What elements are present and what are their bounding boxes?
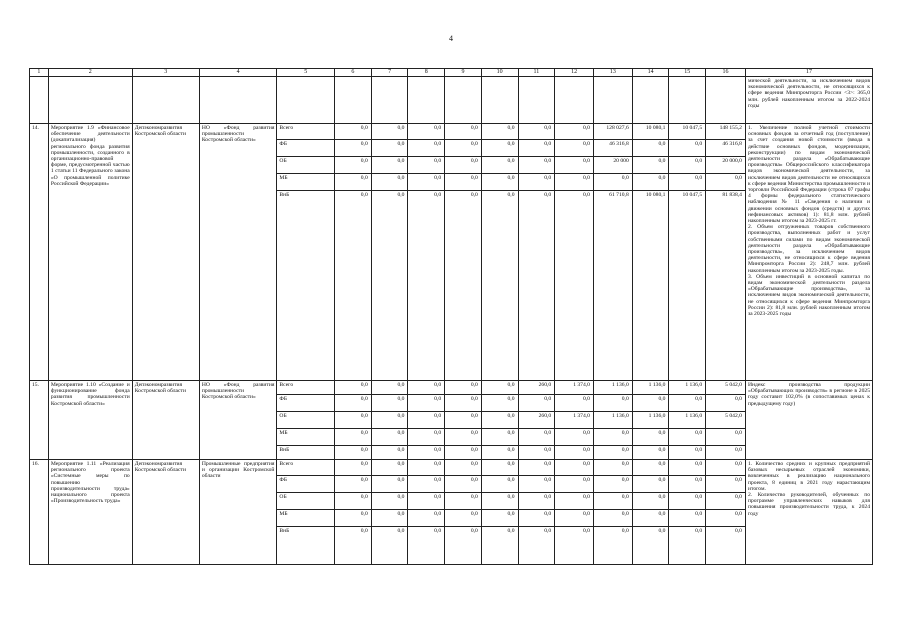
measure-name: Мероприятие 1.9 «Финансовое обеспечение деятельности (докапитализация) регионального фонда развития промышленности, созданного в организационно-правовой форме, предусмотренной частью 1 статьи 11 Федерального закона «О промышленной политике Российской Федерации» (48, 124, 132, 381)
amount-cell: 0,0 (445, 124, 482, 140)
executor: Депэкономразвития Костромской области (132, 460, 199, 565)
amount-cell: 0,0 (518, 446, 555, 460)
amount-cell: 0,0 (593, 174, 632, 191)
amount-cell: 0,0 (518, 140, 555, 157)
column-number: 12 (555, 69, 594, 77)
amount-cell: 0,0 (335, 429, 372, 446)
amount-cell: 0,0 (669, 429, 706, 446)
amount-cell: 1 374,0 (555, 412, 594, 429)
amount-cell: 0,0 (445, 395, 482, 412)
column-number: 11 (518, 69, 555, 77)
amount-cell: 0,0 (706, 174, 746, 191)
amount-cell: 0,0 (335, 191, 372, 381)
funding-source: Всего (277, 124, 335, 140)
table-row (30, 381, 873, 395)
amount-cell: 0,0 (669, 446, 706, 460)
column-number: 9 (445, 69, 482, 77)
amount-cell: 0,0 (371, 412, 408, 429)
amount-cell: 10 047,5 (669, 191, 706, 381)
amount-cell: 0,0 (555, 527, 594, 565)
amount-cell: 0,0 (371, 493, 408, 510)
amount-cell: 0,0 (632, 460, 669, 476)
amount-cell: 0,0 (445, 527, 482, 565)
amount-cell: 0,0 (518, 493, 555, 510)
amount-cell: 0,0 (706, 527, 746, 565)
amount-cell: 0,0 (481, 510, 518, 527)
amount-cell: 0,0 (555, 510, 594, 527)
continuation-text: мической деятельности, за исключением видов экономической деятельности, не относящихся к сфере ведения Минпромторга России <3>: 365,0 млн. рублей накопленным итогом за 2022-2024 годы (745, 77, 872, 124)
amount-cell: 0,0 (481, 460, 518, 476)
amount-cell: 0,0 (408, 510, 445, 527)
amount-cell: 0,0 (706, 395, 746, 412)
amount-cell: 1 136,0 (632, 412, 669, 429)
funding-source: МБ (277, 510, 335, 527)
recipient: НО «Фонд развития промышленности Костромской области» (199, 381, 277, 460)
amount-cell: 0,0 (408, 174, 445, 191)
recipient: Промышленные предприятия и организации Костромской области (199, 460, 277, 565)
amount-cell: 0,0 (371, 381, 408, 395)
amount-cell: 0,0 (371, 446, 408, 460)
amount-cell: 0,0 (445, 381, 482, 395)
column-number: 4 (199, 69, 277, 77)
amount-cell: 0,0 (632, 429, 669, 446)
amount-cell: 20 000,0 (706, 157, 746, 174)
amount-cell: 10 080,1 (632, 191, 669, 381)
column-number-row (30, 69, 873, 77)
amount-cell: 0,0 (632, 510, 669, 527)
amount-cell: 0,0 (632, 157, 669, 174)
amount-cell: 0,0 (632, 140, 669, 157)
page-number: 4 (449, 34, 453, 43)
amount-cell: 0,0 (335, 412, 372, 429)
measure-name: Мероприятие 1.11 «Реализация регионального проекта «Системные меры по повышению производительности труда» национального проекта «Производительность труда» (48, 460, 132, 565)
column-number: 2 (48, 69, 132, 77)
amount-cell: 0,0 (555, 140, 594, 157)
expected-result: 1. Количество средних и крупных предприятий базовых несырьевых отраслей экономики, вовлеченных в реализацию национального проекта, 8 единиц в 2021 году нарастающим итогом. 2. Количество руководителей, обученных по программе управленческих навыков для повышения производительности труда, к 2024 году (745, 460, 872, 565)
funding-source: МБ (277, 429, 335, 446)
amount-cell: 0,0 (408, 157, 445, 174)
amount-cell: 0,0 (593, 429, 632, 446)
amount-cell: 5 042,0 (706, 381, 746, 395)
amount-cell: 0,0 (335, 174, 372, 191)
amount-cell: 0,0 (335, 493, 372, 510)
table-row (30, 124, 873, 140)
executor: Депэкономразвития Костромской области (132, 124, 199, 381)
funding-source: ФБ (277, 140, 335, 157)
amount-cell: 0,0 (335, 476, 372, 493)
amount-cell: 0,0 (445, 429, 482, 446)
amount-cell: 0,0 (371, 429, 408, 446)
amount-cell: 0,0 (593, 476, 632, 493)
column-number: 1 (30, 69, 49, 77)
funding-source: ОБ (277, 157, 335, 174)
amount-cell: 0,0 (445, 191, 482, 381)
amount-cell: 10 047,5 (669, 124, 706, 140)
amount-cell: 128 027,6 (593, 124, 632, 140)
amount-cell: 1 136,0 (593, 412, 632, 429)
amount-cell: 0,0 (632, 174, 669, 191)
amount-cell: 0,0 (632, 493, 669, 510)
amount-cell: 0,0 (408, 493, 445, 510)
amount-cell: 0,0 (593, 527, 632, 565)
amount-cell: 0,0 (371, 476, 408, 493)
amount-cell: 10 080,1 (632, 124, 669, 140)
amount-cell: 0,0 (669, 140, 706, 157)
amount-cell: 0,0 (518, 429, 555, 446)
amount-cell: 0,0 (481, 476, 518, 493)
amount-cell: 0,0 (371, 395, 408, 412)
amount-cell: 1 136,0 (632, 381, 669, 395)
amount-cell: 0,0 (632, 446, 669, 460)
amount-cell: 0,0 (555, 493, 594, 510)
funding-source: ФБ (277, 395, 335, 412)
amount-cell: 0,0 (371, 460, 408, 476)
amount-cell: 0,0 (481, 174, 518, 191)
amount-cell: 0,0 (335, 446, 372, 460)
table-row (30, 460, 873, 476)
amount-cell: 0,0 (445, 460, 482, 476)
amount-cell: 0,0 (371, 191, 408, 381)
amount-cell: 0,0 (669, 476, 706, 493)
amount-cell: 0,0 (408, 191, 445, 381)
expected-result: Индекс производства продукции «Обрабатывающих производств» в регионе в 2025 году составит 102,0% (в сопоставимых ценах к предыдущему году) (745, 381, 872, 460)
amount-cell: 0,0 (408, 140, 445, 157)
column-number: 8 (408, 69, 445, 77)
amount-cell: 0,0 (481, 429, 518, 446)
amount-cell: 46 316,8 (706, 140, 746, 157)
amount-cell: 0,0 (481, 446, 518, 460)
column-number: 17 (745, 69, 872, 77)
amount-cell: 0,0 (555, 429, 594, 446)
amount-cell: 0,0 (669, 395, 706, 412)
amount-cell: 0,0 (706, 429, 746, 446)
amount-cell: 5 042,0 (706, 412, 746, 429)
funding-source: МБ (277, 174, 335, 191)
amount-cell: 0,0 (593, 493, 632, 510)
amount-cell: 0,0 (481, 191, 518, 381)
amount-cell: 0,0 (335, 157, 372, 174)
amount-cell: 0,0 (445, 510, 482, 527)
column-number: 14 (632, 69, 669, 77)
amount-cell: 0,0 (706, 510, 746, 527)
amount-cell: 20 000 (593, 157, 632, 174)
amount-cell: 0,0 (481, 381, 518, 395)
amount-cell: 0,0 (632, 476, 669, 493)
amount-cell: 0,0 (335, 510, 372, 527)
amount-cell: 0,0 (371, 510, 408, 527)
amount-cell: 0,0 (408, 460, 445, 476)
amount-cell: 0,0 (518, 157, 555, 174)
amount-cell: 0,0 (669, 174, 706, 191)
amount-cell: 0,0 (706, 476, 746, 493)
amount-cell: 0,0 (371, 157, 408, 174)
amount-cell: 0,0 (518, 460, 555, 476)
row-number: 15. (30, 381, 49, 460)
amount-cell: 0,0 (593, 446, 632, 460)
amount-cell: 0,0 (335, 381, 372, 395)
amount-cell: 0,0 (706, 446, 746, 460)
amount-cell: 1 136,0 (669, 412, 706, 429)
amount-cell: 61 710,8 (593, 191, 632, 381)
funding-source: Всего (277, 381, 335, 395)
amount-cell: 0,0 (445, 446, 482, 460)
amount-cell: 0,0 (518, 124, 555, 140)
amount-cell: 0,0 (518, 476, 555, 493)
amount-cell: 0,0 (518, 174, 555, 191)
amount-cell: 0,0 (445, 476, 482, 493)
row-number: 14. (30, 124, 49, 381)
amount-cell: 0,0 (555, 460, 594, 476)
amount-cell: 0,0 (481, 140, 518, 157)
amount-cell: 0,0 (335, 527, 372, 565)
amount-cell: 0,0 (408, 395, 445, 412)
amount-cell: 0,0 (408, 124, 445, 140)
column-number: 10 (481, 69, 518, 77)
amount-cell: 0,0 (555, 476, 594, 493)
funding-source: ФБ (277, 476, 335, 493)
program-table (29, 68, 873, 565)
executor: Депэкономразвития Костромской области (132, 381, 199, 460)
amount-cell: 0,0 (481, 412, 518, 429)
amount-cell: 0,0 (518, 510, 555, 527)
amount-cell: 0,0 (335, 140, 372, 157)
amount-cell: 1 374,0 (555, 381, 594, 395)
amount-cell: 0,0 (632, 527, 669, 565)
amount-cell: 0,0 (481, 493, 518, 510)
column-number: 13 (593, 69, 632, 77)
amount-cell: 0,0 (632, 395, 669, 412)
amount-cell: 0,0 (669, 527, 706, 565)
amount-cell: 0,0 (706, 460, 746, 476)
continuation-row (30, 77, 873, 124)
column-number: 6 (335, 69, 372, 77)
amount-cell: 0,0 (593, 395, 632, 412)
amount-cell: 0,0 (555, 174, 594, 191)
amount-cell: 0,0 (371, 527, 408, 565)
amount-cell: 0,0 (481, 527, 518, 565)
amount-cell: 0,0 (518, 191, 555, 381)
amount-cell: 0,0 (669, 510, 706, 527)
amount-cell: 0,0 (408, 476, 445, 493)
amount-cell: 0,0 (408, 381, 445, 395)
amount-cell: 260,0 (518, 412, 555, 429)
amount-cell: 0,0 (481, 395, 518, 412)
amount-cell: 1 136,0 (669, 381, 706, 395)
amount-cell: 0,0 (371, 124, 408, 140)
amount-cell: 0,0 (706, 493, 746, 510)
amount-cell: 0,0 (518, 395, 555, 412)
column-number: 5 (277, 69, 335, 77)
expected-result: 1. Увеличение полной учетной стоимости основных фондов за отчетный год (поступление) за счет создания новой стоимости (ввода в действие основных фондов, модернизации, реконструкции) по видам экономической деятельности раздела «Обрабатывающие производства» Общероссийского классификатора видов экономической деятельности, за исключением видов деятельности не относящихся к сфере ведения Министерства промышленности и торговли Российской Федерации (строка 07 графы 4 формы федерального статистического наблюдения № 11 «Сведения о наличии и движении основных фондов (средств) и других нефинансовых активов) 1): 81,8 млн. рублей накопленным итогом за 2023-2025 гг. 2. Объем отгруженных товаров собственного производства, выполненных работ и услуг собственными силами по видам экономической деятельности раздела «Обрабатывающие производства», за исключением видов деятельности, не относящихся к сфере ведения Минпромторга России 2): 248,7 млн. рублей накопленным итогом за 2023-2025 годы. 3. Объем инвестиций в основной капитал по видам экономической деятельности раздела «Обрабатывающие производства», за исключением видов экономической деятельности, не относящихся к сфере ведения Минпромторга России 2): 81,8 млн. рублей накопленным итогом за 2023-2025 годы (745, 124, 872, 381)
amount-cell: 46 316,8 (593, 140, 632, 157)
column-number: 15 (669, 69, 706, 77)
amount-cell: 0,0 (408, 446, 445, 460)
amount-cell: 0,0 (669, 157, 706, 174)
amount-cell: 0,0 (408, 429, 445, 446)
funding-source: ВнБ (277, 527, 335, 565)
amount-cell: 0,0 (481, 157, 518, 174)
amount-cell: 148 155,2 (706, 124, 746, 140)
amount-cell: 0,0 (669, 460, 706, 476)
funding-source: Всего (277, 460, 335, 476)
amount-cell: 0,0 (445, 157, 482, 174)
recipient: НО «Фонд развития промышленности Костромской области» (199, 124, 277, 381)
funding-source: ВнБ (277, 446, 335, 460)
amount-cell: 0,0 (445, 412, 482, 429)
amount-cell: 0,0 (555, 157, 594, 174)
amount-cell: 0,0 (555, 395, 594, 412)
amount-cell: 0,0 (555, 191, 594, 381)
amount-cell: 0,0 (335, 395, 372, 412)
amount-cell: 0,0 (555, 446, 594, 460)
funding-source: ОБ (277, 493, 335, 510)
row-number: 16. (30, 460, 49, 565)
amount-cell: 0,0 (481, 124, 518, 140)
amount-cell: 1 136,0 (593, 381, 632, 395)
amount-cell: 0,0 (335, 460, 372, 476)
column-number: 7 (371, 69, 408, 77)
amount-cell: 0,0 (371, 140, 408, 157)
amount-cell: 0,0 (555, 124, 594, 140)
amount-cell: 0,0 (445, 493, 482, 510)
funding-source: ВнБ (277, 191, 335, 381)
measure-name: Мероприятие 1.10 «Создание и функционирование фонда развития промышленности Костромской области» (48, 381, 132, 460)
amount-cell: 260,0 (518, 381, 555, 395)
amount-cell: 0,0 (371, 174, 408, 191)
column-number: 16 (706, 69, 746, 77)
amount-cell: 0,0 (593, 460, 632, 476)
amount-cell: 0,0 (408, 412, 445, 429)
amount-cell: 0,0 (445, 140, 482, 157)
amount-cell: 0,0 (335, 124, 372, 140)
amount-cell: 0,0 (445, 174, 482, 191)
amount-cell: 0,0 (408, 527, 445, 565)
amount-cell: 0,0 (669, 493, 706, 510)
amount-cell: 0,0 (593, 510, 632, 527)
funding-source: ОБ (277, 412, 335, 429)
column-number: 3 (132, 69, 199, 77)
amount-cell: 0,0 (518, 527, 555, 565)
amount-cell: 81 838,4 (706, 191, 746, 381)
